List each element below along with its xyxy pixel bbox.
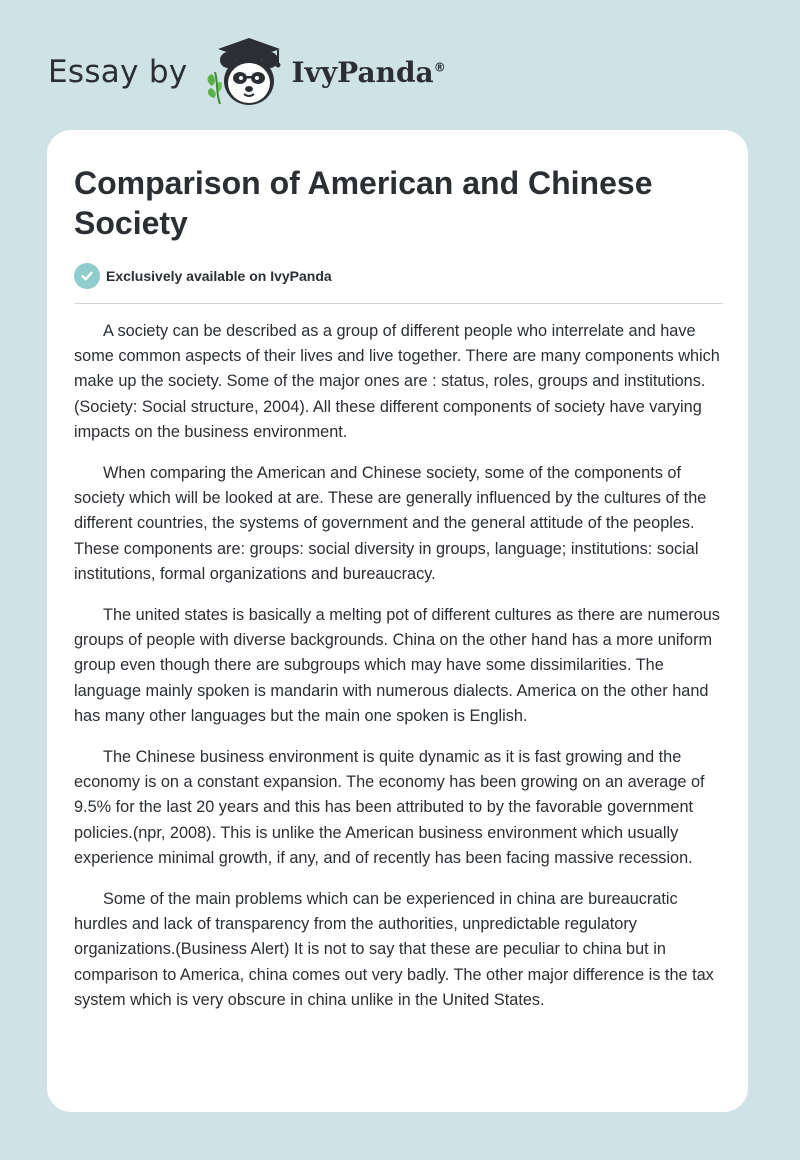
- paragraph: A society can be described as a group of different people who interrelate and have some common aspects of their lives and live together. There are many components which make up the society. Some of the major ones are : status, roles, groups and institutions. (Society: Social structure, 2004). All these different components of society have varying impacts on the business environment.: [74, 322, 720, 441]
- essay-by-label: Essay by: [48, 54, 188, 90]
- trademark-mark: ®: [433, 60, 446, 75]
- essay-body: [74, 319, 727, 1029]
- essay-card: [47, 130, 748, 1112]
- exclusive-badge: [74, 263, 332, 289]
- panda-mascot-icon: [200, 36, 290, 108]
- divider: [74, 303, 723, 304]
- site-header: [48, 36, 446, 108]
- paragraph: The united states is basically a melting pot of different cultures as there are numerous groups of people with diverse backgrounds. China on the other hand has a more uniform group even though there are subgroups which may have some dissimilarities. The language mainly spoken is mandarin with numerous dialects. America on the other hand has many other languages but the main one spoken is English.: [74, 606, 720, 725]
- paragraph: When comparing the American and Chinese society, some of the components of society which will be looked at are. These are generally influenced by the cultures of the different countries, the systems of government and the general attitude of the peoples. These components are: groups: social diversity in groups, language; institutions: social institutions, formal organizations and bureaucracy.: [74, 464, 707, 583]
- check-icon: [74, 263, 100, 289]
- page-title: Comparison of American and Chinese Society: [74, 165, 653, 241]
- badge-label: Exclusively available on IvyPanda: [106, 268, 332, 284]
- paragraph: The Chinese business environment is quite dynamic as it is fast growing and the economy is on a constant expansion. The economy has been growing on an average of 9.5% for the last 20 years and this has been attributed to by the favorable government policies.(npr, 2008). This is unlike the American business environment which usually experience minimal growth, if any, and of recently has been facing massive recession.: [74, 748, 705, 867]
- paragraph: Some of the main problems which can be experienced in china are bureaucratic hurdles and lack of transparency from the authorities, unpredictable regulatory organizations.(Business Alert) It is not to say that these are peculiar to china but in comparison to America, china comes out very badly. The other major difference is the tax system which is very obscure in china unlike in the United States.: [74, 890, 714, 1009]
- brand-name[interactable]: IvyPanda®: [291, 55, 446, 89]
